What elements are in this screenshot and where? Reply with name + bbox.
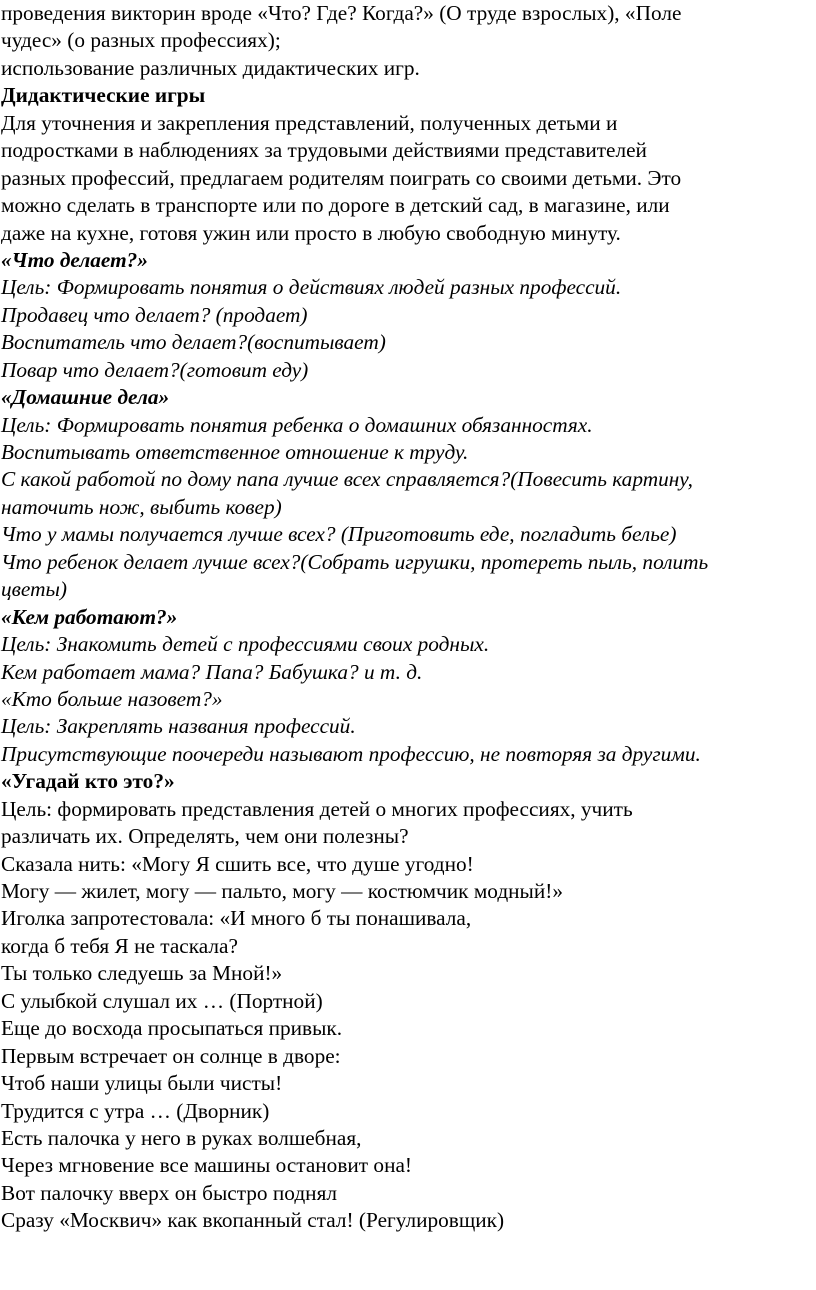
- game-title-what-does: «Что делает?»: [1, 247, 148, 272]
- game-title-guess-who: «Угадай кто это?»: [1, 769, 175, 794]
- text-line: Сразу «Москвич» как вкопанный стал! (Регулировщик): [1, 1208, 505, 1233]
- text-line: Что ребенок делает лучше всех?(Собрать игрушки, протереть пыль, полить: [1, 549, 709, 574]
- text-line: С какой работой по дому папа лучше всех справляется?(Повесить картину,: [1, 467, 694, 492]
- text-line: Цель: Закреплять названия профессий.: [1, 714, 356, 739]
- text-line: С улыбкой слушал их … (Портной): [1, 988, 323, 1013]
- text-line: проведения викторин вроде «Что? Где? Когда?» (О труде взрослых), «Поле: [1, 1, 682, 25]
- text-line: Цель: формировать представления детей о многих профессиях, учить: [1, 796, 633, 821]
- text-line: подростками в наблюдениях за трудовыми действиями представителей: [1, 138, 647, 163]
- text-line: Повар что делает?(готовит еду): [1, 357, 309, 382]
- text-line: разных профессий, предлагаем родителям поиграть со своими детьми. Это: [1, 165, 682, 190]
- text-line: Цель: Знакомить детей с профессиями своих родных.: [1, 632, 490, 657]
- text-line: различать их. Определять, чем они полезны?: [1, 824, 409, 849]
- text-line: Чтоб наши улицы были чисты!: [1, 1071, 283, 1096]
- text-line: когда б тебя Я не таскала?: [1, 933, 238, 958]
- text-line: Присутствующие поочереди называют профессию, не повторяя за другими.: [1, 741, 701, 766]
- text-line: Воспитывать ответственное отношение к труду.: [1, 440, 469, 464]
- text-line: Ты только следуешь за Мной!»: [1, 961, 283, 986]
- game-title-who-works: «Кем работают?»: [1, 604, 178, 629]
- text-line: Цель: Формировать понятия о действиях людей разных профессий.: [1, 275, 622, 300]
- text-line: Продавец что делает? (продает): [1, 302, 308, 327]
- text-line: Вот палочку вверх он быстро поднял: [1, 1180, 337, 1205]
- text-line: Первым встречает он солнце в дворе:: [1, 1043, 341, 1068]
- text-line: Есть палочка у него в руках волшебная,: [1, 1125, 362, 1150]
- text-line: наточить нож, выбить ковер): [1, 494, 282, 519]
- text-line: даже на кухне, готовя ужин или просто в любую свободную минуту.: [1, 220, 621, 245]
- text-line: Через мгновение все машины остановит она!: [1, 1153, 413, 1178]
- text-line: чудес» (о разных профессиях);: [1, 28, 281, 53]
- text-line: можно сделать в транспорте или по дороге в детский сад, в магазине, или: [1, 193, 670, 218]
- text-line: Для уточнения и закрепления представлений, полученных детьми и: [1, 110, 618, 135]
- text-line: Что у мамы получается лучше всех? (Приготовить еде, погладить белье): [1, 522, 677, 547]
- text-line: Сказала нить: «Могу Я сшить все, что душе угодно!: [1, 851, 474, 876]
- text-line: Кем работает мама? Папа? Бабушка? и т. д.: [1, 659, 423, 684]
- text-line: Иголка запротестовала: «И много б ты понашивала,: [1, 906, 472, 931]
- game-title-who-names-more: «Кто больше назовет?»: [1, 686, 223, 711]
- text-line: Цель: Формировать понятия ребенка о домашних обязанностях.: [1, 412, 593, 437]
- game-title-home-chores: «Домашние дела»: [1, 385, 170, 410]
- text-line: Трудится с утра … (Дворник): [1, 1098, 270, 1123]
- section-heading-didactic-games: Дидактические игры: [1, 83, 206, 108]
- text-line: использование различных дидактических игр.: [1, 55, 420, 80]
- text-line: Могу — жилет, могу — пальто, могу — костюмчик модный!»: [1, 879, 564, 903]
- text-line: Воспитатель что делает?(воспитывает): [1, 330, 386, 355]
- text-line: Еще до восхода просыпаться привык.: [1, 1016, 343, 1041]
- text-line: цветы): [1, 577, 67, 602]
